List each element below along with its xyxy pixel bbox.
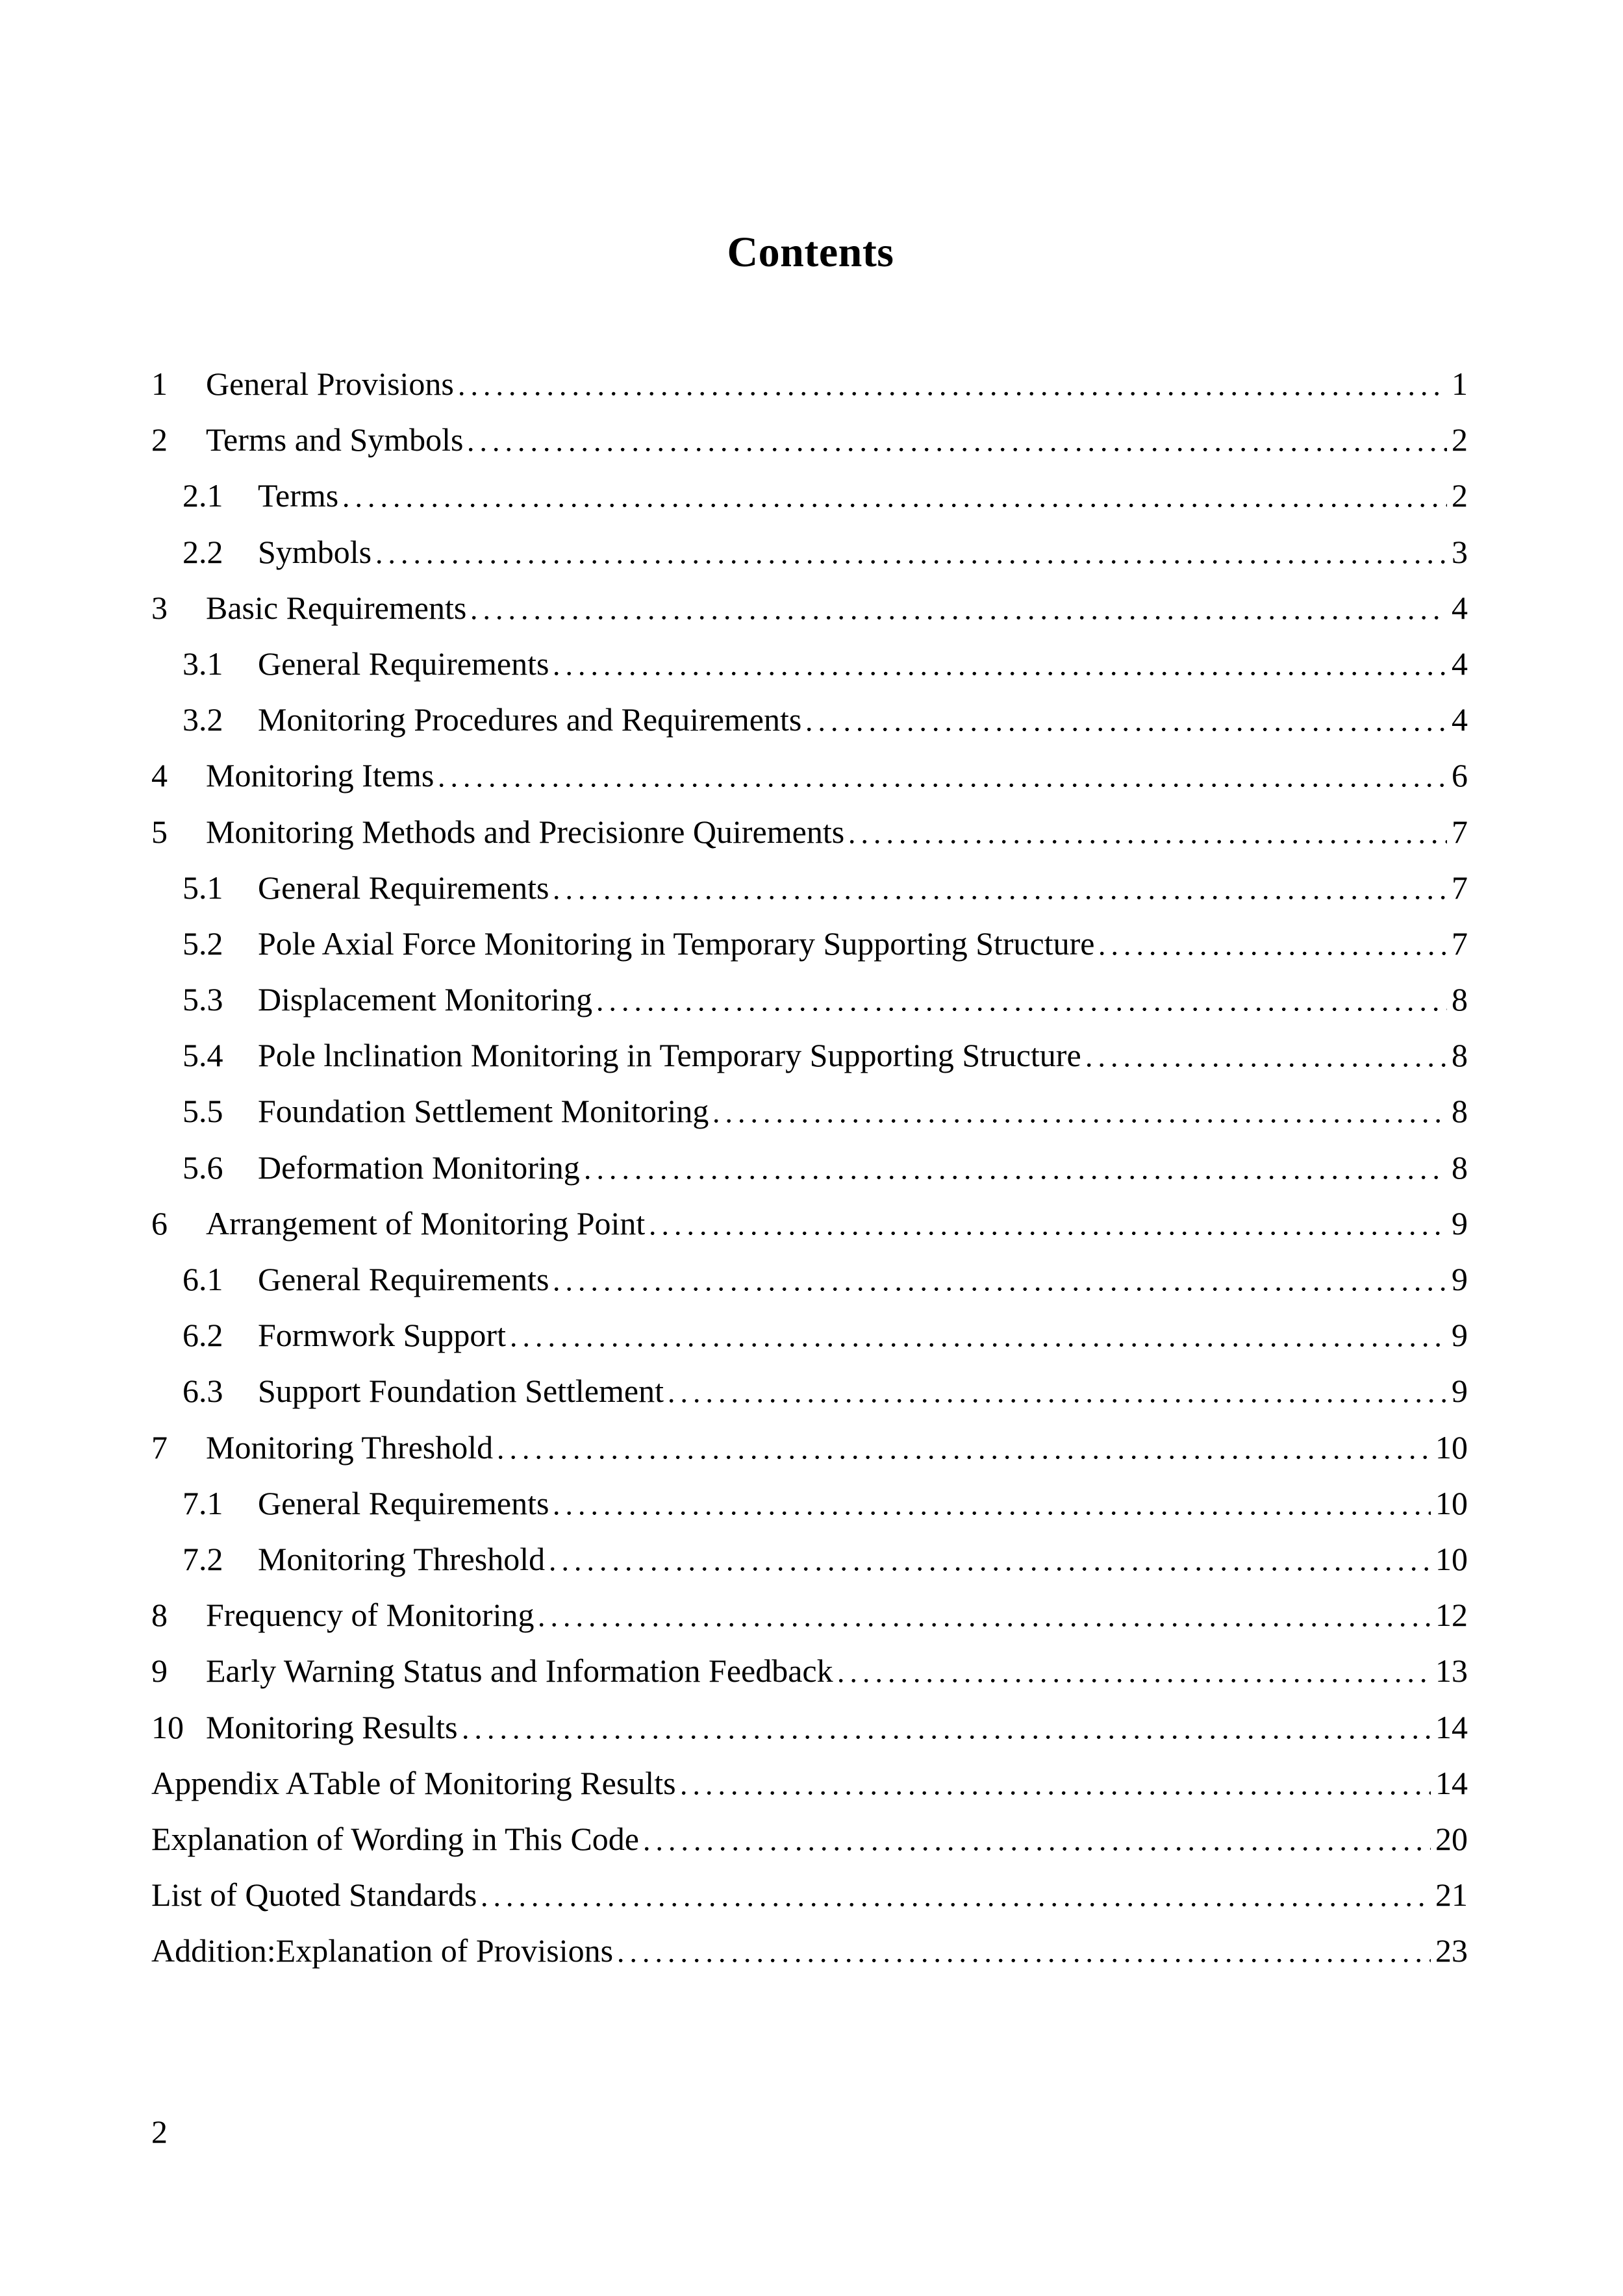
toc-entry-title: Monitoring Threshold (206, 1429, 494, 1466)
toc-entry-number: Appendix A (151, 1764, 310, 1801)
dot-leader-icon (1083, 1027, 1447, 1083)
toc-entry-4[interactable] (151, 747, 1468, 803)
page-number: 2 (151, 2114, 168, 2150)
dot-leader-icon (535, 1587, 1431, 1643)
toc-entry-title: General Requirements (258, 1261, 549, 1297)
dot-leader-icon (507, 1307, 1447, 1363)
toc-entry-number: 7 (151, 1429, 168, 1466)
toc-entry-page: 10 (1435, 1540, 1468, 1577)
toc-entry-number: 5 (151, 813, 168, 850)
toc-entry-number: 6.3 (182, 1373, 223, 1410)
toc-entry-number: 7.1 (182, 1484, 223, 1521)
dot-leader-icon (550, 1251, 1447, 1307)
toc-entry-item-27[interactable] (151, 1867, 1468, 1923)
toc-list (151, 356, 1468, 1978)
toc-entry-appendix-a[interactable] (151, 1755, 1468, 1811)
toc-entry-page: 8 (1452, 1093, 1468, 1130)
dot-leader-icon (677, 1755, 1431, 1811)
toc-entry-page: 7 (1452, 813, 1468, 850)
toc-entry-number: 5.3 (182, 981, 223, 1018)
toc-entry-number: 2 (151, 421, 168, 458)
toc-entry-number: 5.1 (182, 869, 223, 906)
toc-entry-title: Terms (258, 477, 339, 514)
toc-entry-page: 4 (1452, 701, 1468, 738)
toc-entry-title: Frequency of Monitoring (206, 1597, 535, 1634)
toc-entry-page: 7 (1452, 925, 1468, 962)
dot-leader-icon (835, 1643, 1431, 1699)
toc-entry-title: Addition:Explanation of Provisions (151, 1932, 614, 1969)
dot-leader-icon (455, 356, 1447, 412)
toc-entry-number: 2.2 (182, 533, 223, 570)
toc-entry-page: 10 (1435, 1429, 1468, 1466)
dot-leader-icon (640, 1811, 1431, 1867)
dot-leader-icon (614, 1923, 1431, 1978)
dot-leader-icon (546, 1531, 1431, 1587)
dot-leader-icon (373, 524, 1447, 580)
toc-entry-title: Deformation Monitoring (258, 1149, 580, 1186)
toc-entry-7[interactable] (151, 1419, 1468, 1475)
dot-leader-icon (550, 860, 1447, 916)
toc-entry-number: 2.1 (182, 477, 223, 514)
toc-entry-5[interactable] (151, 804, 1468, 860)
dot-leader-icon (710, 1083, 1447, 1139)
toc-entry-title: Foundation Settlement Monitoring (258, 1093, 709, 1130)
toc-entry-number: 5.2 (182, 925, 223, 962)
toc-entry-number: 3.1 (182, 645, 223, 682)
dot-leader-icon (435, 747, 1447, 803)
toc-entry-title: Monitoring Items (206, 757, 434, 794)
dot-leader-icon (340, 468, 1447, 523)
toc-entry-number: 10 (151, 1708, 184, 1745)
toc-entry-3.1[interactable] (151, 636, 1468, 692)
toc-entry-title: Terms and Symbols (206, 421, 464, 458)
toc-entry-number: 6.1 (182, 1261, 223, 1297)
toc-entry-6.3[interactable] (151, 1363, 1468, 1419)
toc-entry-title: Formwork Support (258, 1317, 506, 1354)
toc-entry-2.2[interactable] (151, 524, 1468, 580)
toc-entry-6.1[interactable] (151, 1251, 1468, 1307)
toc-entry-number: 4 (151, 757, 168, 794)
dot-leader-icon (494, 1419, 1431, 1475)
toc-entry-8[interactable] (151, 1587, 1468, 1643)
toc-entry-page: 9 (1452, 1204, 1468, 1242)
toc-entry-title: Monitoring Methods and Precisionre Quirements (206, 813, 845, 850)
toc-entry-title: Basic Requirements (206, 589, 467, 626)
toc-entry-title: Monitoring Results (206, 1708, 458, 1745)
toc-entry-page: 8 (1452, 1149, 1468, 1186)
toc-entry-title: General Requirements (258, 869, 549, 906)
dot-leader-icon (803, 692, 1447, 747)
toc-entry-title: Explanation of Wording in This Code (151, 1820, 640, 1857)
dot-leader-icon (468, 580, 1447, 636)
toc-entry-3[interactable] (151, 580, 1468, 636)
toc-entry-number: 6 (151, 1204, 168, 1242)
toc-entry-number: 3.2 (182, 701, 223, 738)
toc-entry-page: 2 (1452, 421, 1468, 458)
toc-entry-number: 5.6 (182, 1149, 223, 1186)
toc-entry-1[interactable] (151, 356, 1468, 412)
toc-entry-2[interactable] (151, 412, 1468, 468)
toc-entry-number: 6.2 (182, 1317, 223, 1354)
toc-entry-item-28[interactable] (151, 1923, 1468, 1978)
toc-entry-7.2[interactable] (151, 1531, 1468, 1587)
toc-entry-number: 3 (151, 589, 168, 626)
toc-entry-title: Pole lnclination Monitoring in Temporary Supporting Structure (258, 1037, 1081, 1074)
dot-leader-icon (581, 1140, 1447, 1195)
toc-entry-6.2[interactable] (151, 1307, 1468, 1363)
toc-entry-page: 9 (1452, 1373, 1468, 1410)
toc-entry-page: 6 (1452, 757, 1468, 794)
toc-entry-title: Symbols (258, 533, 372, 570)
toc-entry-title: Support Foundation Settlement (258, 1373, 664, 1410)
toc-entry-6[interactable] (151, 1195, 1468, 1251)
dot-leader-icon (646, 1195, 1447, 1251)
toc-entry-page: 1 (1452, 366, 1468, 402)
toc-entry-number: 9 (151, 1653, 168, 1690)
dot-leader-icon (464, 412, 1447, 468)
toc-entry-title: Monitoring Threshold (258, 1540, 546, 1577)
toc-entry-title: General Provisions (206, 366, 454, 402)
toc-entry-5.4[interactable] (151, 1027, 1468, 1083)
toc-entry-10[interactable] (151, 1699, 1468, 1755)
toc-entry-page: 23 (1435, 1932, 1468, 1969)
toc-entry-title: Arrangement of Monitoring Point (206, 1204, 646, 1242)
toc-entry-title: Early Warning Status and Information Feedback (206, 1653, 833, 1690)
toc-entry-5.5[interactable] (151, 1083, 1468, 1139)
toc-entry-5.3[interactable] (151, 971, 1468, 1027)
toc-entry-title: List of Quoted Standards (151, 1877, 477, 1914)
toc-entry-title: Monitoring Procedures and Requirements (258, 701, 802, 738)
toc-entry-title: Displacement Monitoring (258, 981, 593, 1018)
toc-entry-title: General Requirements (258, 645, 549, 682)
toc-entry-page: 14 (1435, 1708, 1468, 1745)
toc-entry-number: 7.2 (182, 1540, 223, 1577)
toc-entry-item-26[interactable] (151, 1811, 1468, 1867)
toc-entry-page: 20 (1435, 1820, 1468, 1857)
dot-leader-icon (594, 971, 1447, 1027)
toc-entry-7.1[interactable] (151, 1475, 1468, 1531)
toc-entry-page: 21 (1435, 1877, 1468, 1914)
toc-entry-page: 14 (1435, 1764, 1468, 1801)
toc-entry-page: 3 (1452, 533, 1468, 570)
toc-entry-title: Pole Axial Force Monitoring in Temporary Supporting Structure (258, 925, 1095, 962)
toc-entry-page: 12 (1435, 1597, 1468, 1634)
toc-entry-title: Table of Monitoring Results (309, 1764, 676, 1801)
toc-entry-page: 4 (1452, 589, 1468, 626)
toc-entry-page: 4 (1452, 645, 1468, 682)
toc-entry-5.1[interactable] (151, 860, 1468, 916)
toc-entry-number: 1 (151, 366, 168, 402)
toc-entry-5.2[interactable] (151, 916, 1468, 971)
toc-entry-5.6[interactable] (151, 1140, 1468, 1195)
toc-entry-page: 8 (1452, 981, 1468, 1018)
toc-entry-number: 8 (151, 1597, 168, 1634)
toc-entry-3.2[interactable] (151, 692, 1468, 747)
toc-entry-page: 2 (1452, 477, 1468, 514)
toc-entry-page: 10 (1435, 1484, 1468, 1521)
dot-leader-icon (550, 636, 1447, 692)
toc-entry-page: 9 (1452, 1261, 1468, 1297)
toc-entry-page: 9 (1452, 1317, 1468, 1354)
dot-leader-icon (846, 804, 1447, 860)
dot-leader-icon (1096, 916, 1447, 971)
toc-entry-page: 13 (1435, 1653, 1468, 1690)
toc-entry-number: 5.5 (182, 1093, 223, 1130)
dot-leader-icon (478, 1867, 1431, 1923)
toc-entry-number: 5.4 (182, 1037, 223, 1074)
toc-entry-page: 8 (1452, 1037, 1468, 1074)
toc-entry-9[interactable] (151, 1643, 1468, 1699)
dot-leader-icon (550, 1475, 1431, 1531)
toc-entry-title: General Requirements (258, 1484, 549, 1521)
toc-entry-page: 7 (1452, 869, 1468, 906)
page-title: Contents (727, 229, 894, 276)
toc-entry-2.1[interactable] (151, 468, 1468, 523)
dot-leader-icon (459, 1699, 1431, 1755)
dot-leader-icon (665, 1363, 1447, 1419)
